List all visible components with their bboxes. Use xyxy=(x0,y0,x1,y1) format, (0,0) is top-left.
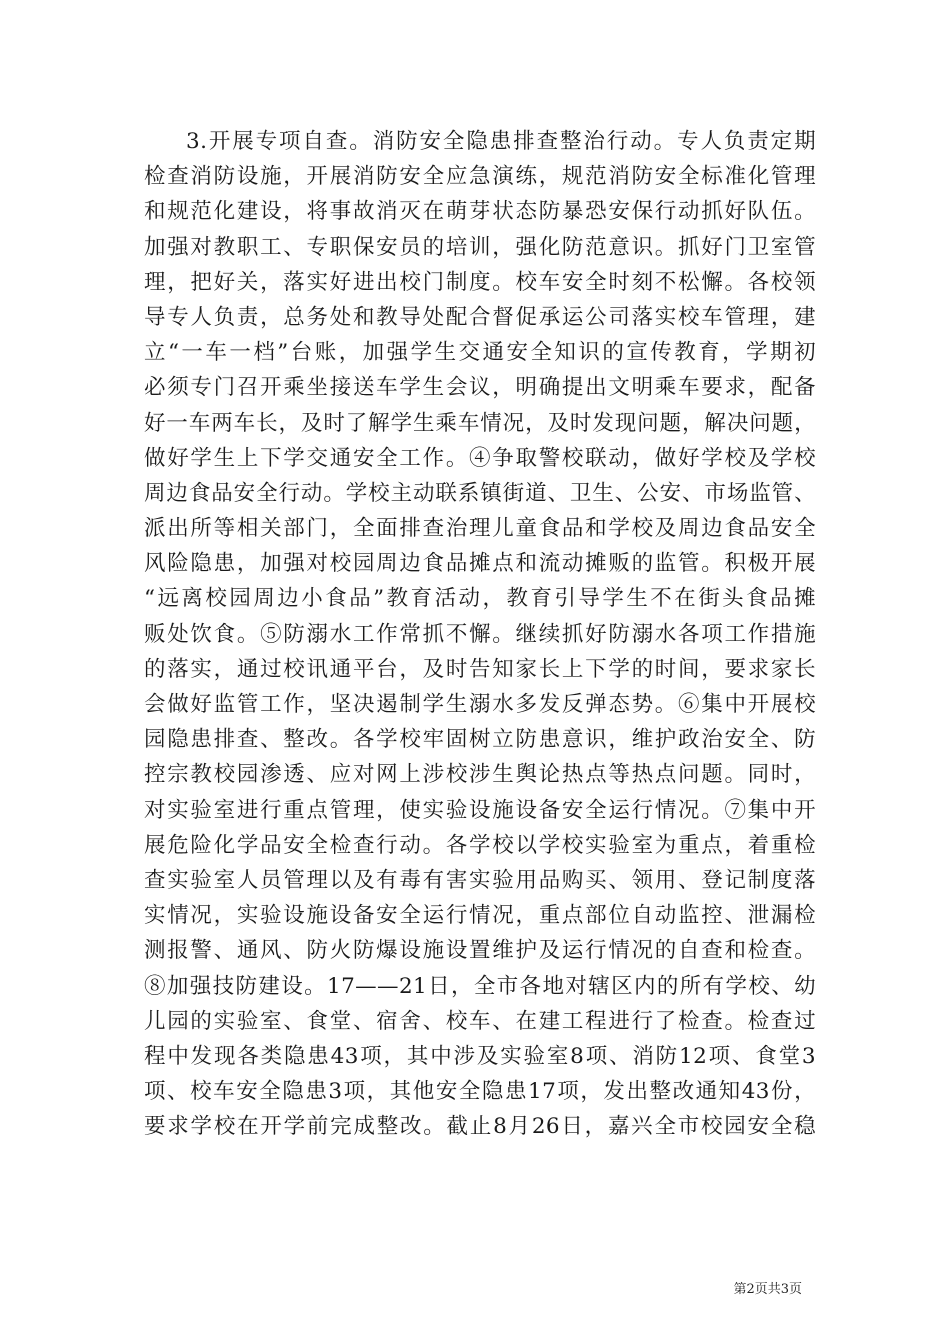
body-line: 会做好监管工作，坚决遏制学生溺水多发反弹态势。⑥集中开展校 xyxy=(144,692,816,717)
body-line: 要求学校在开学前完成整改。截止8月26日，嘉兴全市校园安全稳 xyxy=(144,1114,816,1140)
body-line: 导专人负责，总务处和教导处配合督促承运公司落实校车管理，建 xyxy=(144,304,816,330)
body-line: 的落实，通过校讯通平台，及时告知家长上下学的时间，要求家长 xyxy=(144,656,816,682)
page-number: 第2页共3页 xyxy=(733,1282,802,1297)
body-line: 加强对教职工、专职保安员的培训，强化防范意识。抓好门卫室管 xyxy=(144,234,816,260)
body-line: 程中发现各类隐患43项，其中涉及实验室8项、消防12项、食堂3 xyxy=(144,1043,816,1069)
body-line: 展危险化学品安全检查行动。各学校以学校实验室为重点，着重检 xyxy=(144,832,816,858)
body-line: ⑧加强技防建设。17——21日，全市各地对辖区内的所有学校、幼 xyxy=(144,973,816,999)
body-line: 立“一车一档”台账，加强学生交通安全知识的宣传教育，学期初 xyxy=(144,340,816,366)
body-line: 理，把好关，落实好进出校门制度。校车安全时刻不松懈。各校领 xyxy=(144,269,816,295)
body-line: 项、校车安全隐患3项，其他安全隐患17项，发出整改通知43份， xyxy=(144,1079,816,1105)
body-line: 控宗教校园渗透、应对网上涉校涉生舆论热点等热点问题。同时， xyxy=(144,762,816,788)
body-line: 贩处饮食。⑤防溺水工作常抓不懈。继续抓好防溺水各项工作措施 xyxy=(144,621,816,647)
body-line: 周边食品安全行动。学校主动联系镇街道、卫生、公安、市场监管、 xyxy=(144,480,816,506)
body-line: 测报警、通风、防火防爆设施设置维护及运行情况的自查和检查。 xyxy=(144,938,816,964)
body-line: 儿园的实验室、食堂、宿舍、校车、在建工程进行了检查。检查过 xyxy=(144,1008,816,1034)
body-line: 园隐患排查、整改。各学校牢固树立防患意识，维护政治安全、防 xyxy=(144,727,816,753)
body-paragraph xyxy=(144,124,816,1144)
body-line: 必须专门召开乘坐接送车学生会议，明确提出文明乘车要求，配备 xyxy=(144,375,816,401)
body-line: 派出所等相关部门，全面排查治理儿童食品和学校及周边食品安全 xyxy=(144,516,816,542)
body-line: 检查消防设施，开展消防安全应急演练，规范消防安全标准化管理 xyxy=(144,164,816,190)
body-line: 风险隐患，加强对校园周边食品摊点和流动摊贩的监管。积极开展 xyxy=(144,551,816,577)
body-line: 对实验室进行重点管理，使实验设施设备安全运行情况。⑦集中开 xyxy=(144,797,816,823)
body-line: 3.开展专项自查。消防安全隐患排查整治行动。专人负责定期 xyxy=(186,129,816,154)
body-line: 实情况，实验设施设备安全运行情况，重点部位自动监控、泄漏检 xyxy=(144,903,816,929)
body-line: 做好学生上下学交通安全工作。④争取警校联动，做好学校及学校 xyxy=(144,445,816,471)
body-line: 查实验室人员管理以及有毒有害实验用品购买、领用、登记制度落 xyxy=(144,867,816,893)
body-line: 好一车两车长，及时了解学生乘车情况，及时发现问题，解决问题， xyxy=(144,410,816,436)
body-line: 和规范化建设，将事故消灭在萌芽状态防暴恐安保行动抓好队伍。 xyxy=(144,199,816,225)
body-line: “远离校园周边小食品”教育活动，教育引导学生不在街头食品摊 xyxy=(144,586,816,612)
